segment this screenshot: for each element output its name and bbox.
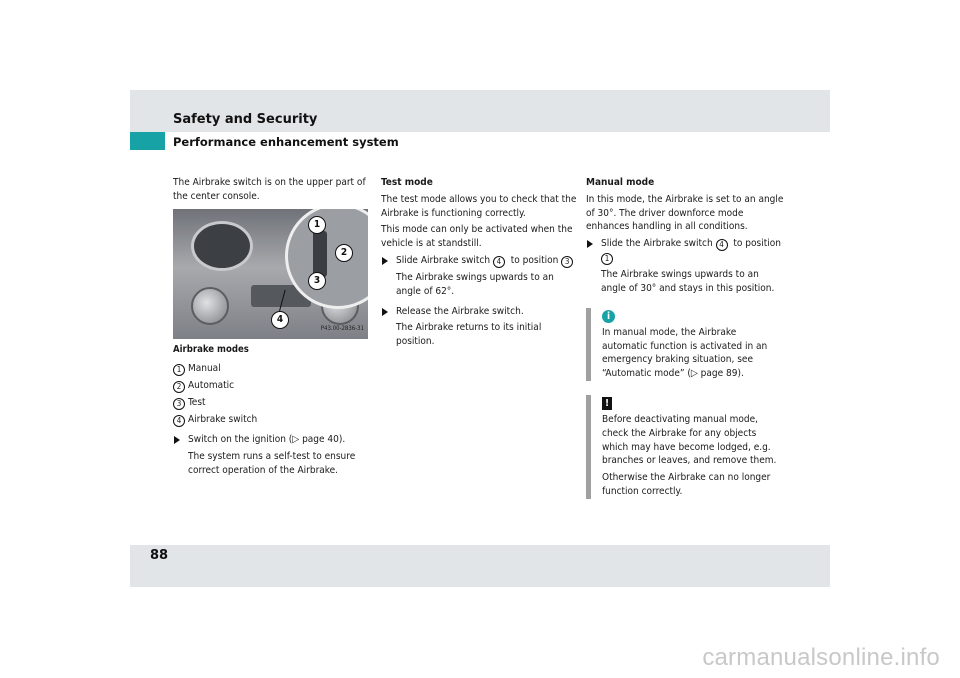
step-text: to position [733, 238, 781, 250]
number-marker: 4 [716, 239, 728, 251]
airbrake-figure [173, 209, 368, 339]
intro-text: The Airbrake switch is on the upper part of the center console. [173, 177, 366, 202]
step-arrow-icon [587, 240, 593, 248]
paragraph: In this mode, the Airbrake is set to an angle of 30°. The driver downforce mode enhances handling in all conditions. [586, 193, 784, 233]
callout-4: 4 [271, 311, 289, 329]
number-marker: 1 [601, 253, 613, 265]
step-text: Release the Airbrake switch. [396, 305, 524, 317]
column-2 [381, 176, 579, 352]
number-marker: 2 [173, 381, 185, 393]
figure-caption: Airbrake modes [173, 343, 249, 355]
step-item [586, 237, 784, 265]
step-text: Slide Airbrake switch [396, 254, 491, 266]
airbrake-switch-detail [313, 231, 327, 277]
page-number: 88 [150, 548, 169, 563]
warning-text: Otherwise the Airbrake can no longer function correctly. [602, 472, 771, 497]
step-result: The Airbrake swings upwards to an angle of 30° and stays in this position. [601, 269, 775, 294]
step-item [381, 305, 579, 319]
step-arrow-icon [382, 257, 388, 265]
legend-label: Automatic [188, 380, 235, 392]
legend-item [173, 413, 371, 427]
manual-mode-heading: Manual mode [586, 177, 655, 188]
test-mode-heading: Test mode [381, 177, 433, 188]
figure-legend [173, 362, 371, 427]
warning-text: Before deactivating manual mode, check the Airbrake for any objects which may have become lodged, e.g. branches or leaves, and remove them. [602, 413, 777, 467]
air-vent [191, 221, 253, 271]
legend-item [173, 379, 371, 393]
number-marker: 3 [561, 256, 573, 268]
subsection-title: Performance enhancement system [173, 135, 399, 149]
paragraph: The test mode allows you to check that the Airbrake is functioning correctly. [381, 193, 577, 219]
step-result: The system runs a self-test to ensure correct operation of the Airbrake. [188, 451, 356, 476]
legend-label: Test [188, 397, 206, 409]
info-text: In manual mode, the Airbrake automatic function is activated in an emergency braking situation, see “Automatic mode” (▷ page 89). [602, 326, 768, 380]
step-result: The Airbrake returns to its initial position. [396, 322, 542, 348]
paragraph: This mode can only be activated when the vehicle is at standstill. [381, 224, 573, 250]
section-title: Safety and Security [173, 112, 318, 127]
step-text: to position [510, 254, 559, 266]
step-item [173, 433, 371, 447]
warning-icon: ! [602, 397, 612, 410]
callout-3: 3 [308, 272, 326, 290]
step-text: Switch on the ignition (▷ page 40). [188, 434, 346, 446]
callout-1: 1 [308, 216, 326, 234]
number-marker: 4 [173, 415, 185, 427]
number-marker: 3 [173, 398, 185, 410]
info-icon: i [602, 310, 615, 323]
step-result: The Airbrake swings upwards to an angle of 62°. [396, 271, 554, 297]
image-ref: P43.00-2836-31 [320, 324, 364, 332]
footer-band [130, 545, 830, 587]
legend-item [173, 396, 371, 410]
legend-label: Airbrake switch [188, 414, 258, 426]
number-marker: 4 [493, 256, 505, 268]
number-marker: 1 [173, 364, 185, 376]
info-note [586, 308, 784, 381]
step-item [381, 254, 579, 268]
step-arrow-icon [382, 308, 388, 316]
accent-tab [130, 132, 165, 150]
climate-knob-left [191, 287, 229, 325]
callout-2: 2 [335, 244, 353, 262]
watermark: carmanualsonline.info [702, 644, 940, 671]
column-1 [173, 176, 371, 481]
legend-item [173, 362, 371, 376]
warning-note [586, 395, 784, 499]
column-3 [586, 176, 784, 502]
step-text: Slide the Airbrake switch [601, 238, 713, 250]
step-arrow-icon [174, 436, 180, 444]
legend-label: Manual [188, 363, 221, 375]
